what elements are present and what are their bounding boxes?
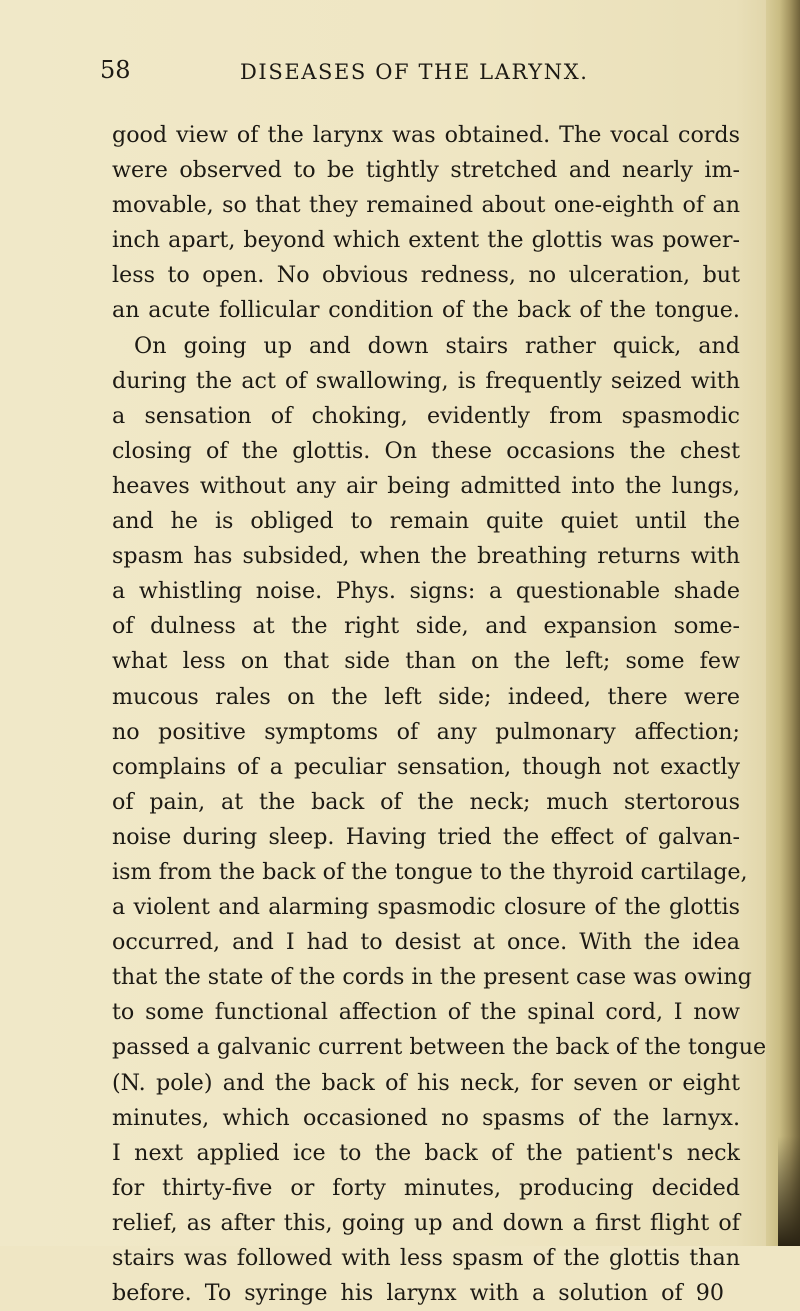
text-line: a sensation of choking, evidently from spasmodic (112, 402, 740, 429)
text-line: for thirty-five or forty minutes, producing decided (112, 1174, 740, 1201)
text-line: before. To syringe his larynx with a solution of 90 (112, 1280, 725, 1307)
text-line: passed a galvanic current between the back of the tongue (112, 1034, 767, 1061)
text-line: mucous rales on the left side; indeed, there were (112, 683, 740, 710)
text-line: On going up and down stairs rather quick, and (134, 332, 740, 359)
text-line: of dulness at the right side, and expansion some- (112, 613, 740, 640)
text-line: spasm has subsided, when the breathing returns with (112, 543, 740, 570)
text-line: closing of the glottis. On these occasions the chest (112, 437, 740, 464)
text-line: (N. pole) and the back of his neck, for seven or eight (112, 1069, 740, 1096)
running-title: DISEASES OF THE LARYNX. (240, 60, 589, 84)
text-line: of pain, at the back of the neck; much stertorous (112, 788, 740, 815)
text-line: I next applied ice to the back of the patient's neck (112, 1139, 740, 1166)
text-line: less to open. No obvious redness, no ulceration, but (112, 262, 740, 289)
page-edge-shadow (766, 0, 800, 1246)
text-line: ism from the back of the tongue to the thyroid cartilage, (112, 858, 748, 885)
text-line: during the act of swallowing, is frequently seized with (112, 367, 740, 394)
page-number: 58 (100, 56, 131, 84)
text-line: good view of the larynx was obtained. The vocal cords (112, 122, 740, 148)
text-line: that the state of the cords in the present case was owing (112, 964, 752, 991)
text-line: occurred, and I had to desist at once. With the idea (112, 929, 740, 956)
text-line: heaves without any air being admitted into the lungs, (112, 472, 740, 499)
text-line: were observed to be tightly stretched and nearly im- (112, 157, 740, 184)
text-line: relief, as after this, going up and down a first flight of (112, 1209, 740, 1236)
page-corner-shadow (778, 1136, 800, 1246)
text-line: a whistling noise. Phys. signs: a questionable shade (112, 578, 740, 605)
text-line: no positive symptoms of any pulmonary affection; (112, 718, 740, 745)
text-line: minutes, which occasioned no spasms of the larnyx. (112, 1104, 740, 1131)
text-line: a violent and alarming spasmodic closure of the glottis (112, 894, 740, 921)
text-line: movable, so that they remained about one-eighth of an (112, 192, 740, 219)
text-line: inch apart, beyond which extent the glottis was power- (112, 227, 740, 254)
text-line: an acute follicular condition of the back of the tongue. (112, 297, 740, 324)
text-line: and he is obliged to remain quite quiet until the (112, 508, 740, 535)
body-text (112, 118, 767, 1311)
text-line: noise during sleep. Having tried the effect of galvan- (112, 823, 740, 850)
text-line: to some functional affection of the spinal cord, I now (112, 999, 740, 1026)
text-line: complains of a peculiar sensation, though not exactly (112, 753, 740, 780)
text-line: stairs was followed with less spasm of the glottis than (112, 1245, 740, 1271)
text-line: what less on that side than on the left; some few (112, 648, 740, 675)
